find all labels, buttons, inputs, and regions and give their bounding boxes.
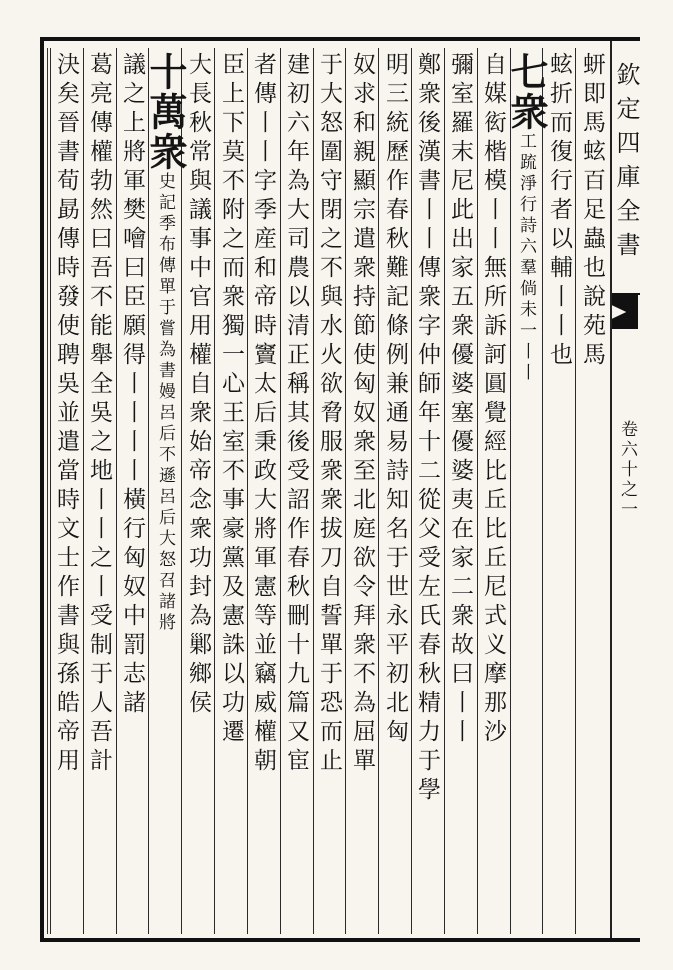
column-text: 鄭衆後漢書丨丨傳衆字仲師年十二從父受左氏春秋精力于學 (414, 52, 440, 806)
page-frame-left (40, 37, 44, 942)
text-column (80, 52, 118, 932)
column-text: 彌室羅末尼此出家五衆優婆塞優婆夷在家二衆故曰丨丨 (447, 52, 473, 748)
entry-heading: 七衆 (504, 52, 549, 132)
column-text: 工䟽淨行詩六羣倘未一丨丨 (516, 132, 536, 384)
column-text: 建初六年為大司農以清正稱其後受詔作春秋刪十九篇又宦 (283, 52, 309, 777)
page-frame-bottom (40, 938, 640, 942)
text-column (343, 52, 381, 932)
entry-heading: 十萬衆 (143, 52, 188, 172)
text-column (504, 52, 549, 932)
column-text: 決矣晉書荀勗傳時發使聘吳並遣當時文士作書與孫皓帝用 (53, 52, 79, 777)
column-text: 大長秋常與議事中官用權自衆始帝念衆功封為鄛鄉侯 (185, 52, 211, 719)
juan-number: 卷六十之一 (617, 420, 637, 520)
page-frame-top (40, 37, 640, 41)
column-text: 史記季布傳單于嘗為書嫚呂后不遜呂后大怒召諸將 (155, 172, 175, 634)
column-text: 葛亮傳權勃然曰吾不能舉全吳之地丨丨之丨受制于人吾計 (86, 52, 112, 777)
text-column (47, 52, 85, 932)
column-text: 明三統歷作春秋難記條例兼通易詩知名于世永平初北匈 (382, 52, 408, 748)
text-column (540, 52, 578, 932)
column-text: 自媒衒楷模丨丨無所訴訶圓覺經比丘比丘尼式义摩那沙 (480, 52, 506, 748)
text-column (179, 52, 217, 932)
text-column (441, 52, 479, 932)
text-column (212, 52, 250, 932)
text-column (277, 52, 315, 932)
column-text: 臣上下莫不附之而衆獨一心王室不事豪黨及憲誅以功遷 (218, 52, 244, 748)
book-title: 欽定四庫全書 (612, 62, 640, 266)
text-column (376, 52, 414, 932)
column-text: 奴求和親顯宗遣衆持節使匈奴衆至北庭欲令拜衆不為屈單 (349, 52, 375, 777)
text-column (113, 52, 151, 932)
column-text: 者傳丨丨字季産和帝時竇太后秉政大將軍憲等並竊威權朝 (250, 52, 276, 777)
fish-tail-rule (612, 293, 640, 295)
text-column (310, 52, 348, 932)
text-column (143, 52, 188, 932)
column-text: 議之上將軍樊噲曰臣願得丨丨丨丨橫行匈奴中罰志諸 (119, 52, 145, 719)
column-text: 蚈即馬蚿百足蟲也說苑馬 (579, 52, 605, 371)
text-column (573, 52, 611, 932)
column-text: 于大怒圍守閉之不與水火欲脅服衆衆拔刀自誓單于恐而止 (316, 52, 342, 777)
column-text: 蚿折而復行者以輔丨丨也 (546, 52, 572, 371)
fish-tail-mark (612, 295, 638, 329)
text-column (474, 52, 512, 932)
